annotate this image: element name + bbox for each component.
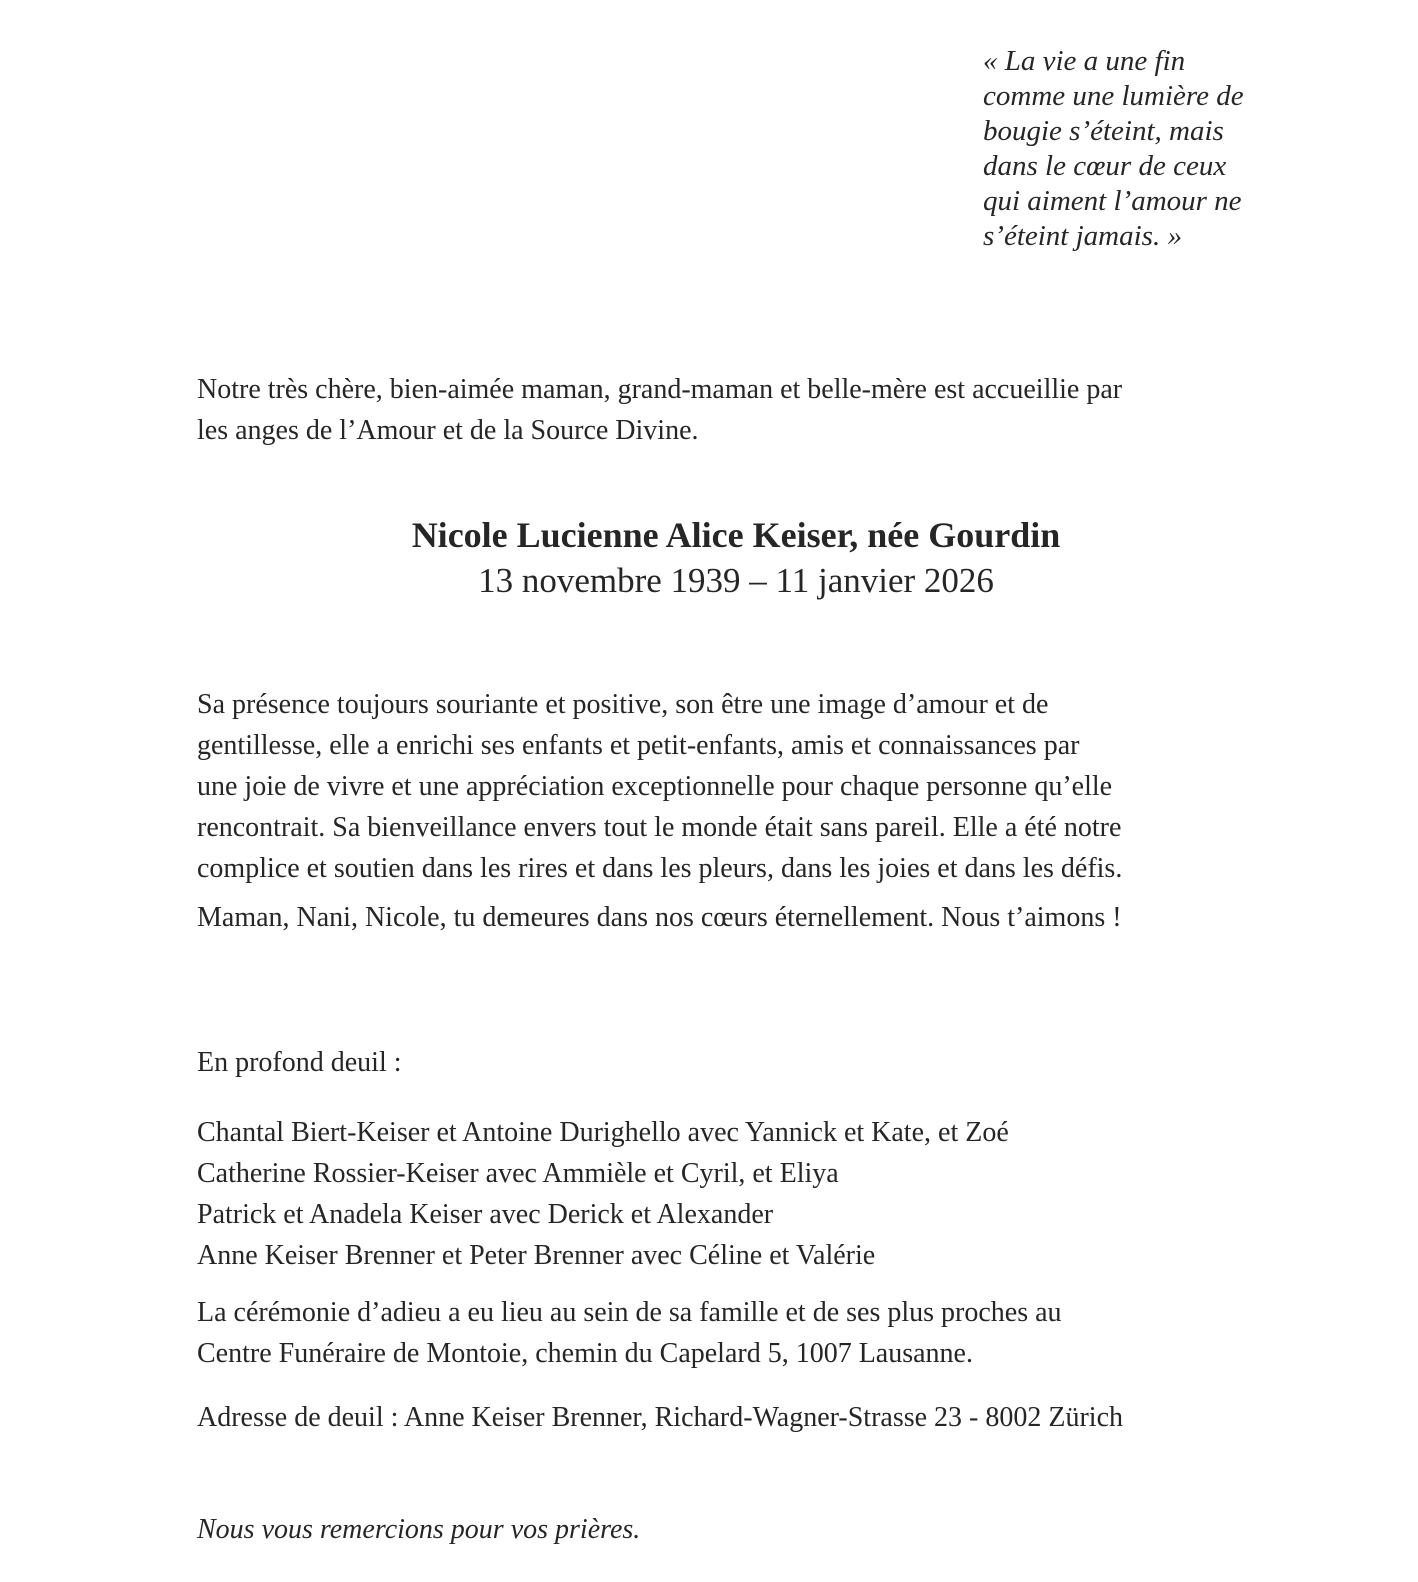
tribute-line: Sa présence toujours souriante et positive, son être une image d’amour et de (197, 689, 1049, 720)
mourner-line: Anne Keiser Brenner et Peter Brenner avec Céline et Valérie (197, 1240, 876, 1271)
mourners-list (197, 1112, 1009, 1276)
tribute-line: une joie de vivre et une appréciation exceptionnelle pour chaque personne qu’elle (197, 771, 1113, 802)
ceremony-line: Centre Funéraire de Montoie, chemin du Capelard 5, 1007 Lausanne. (197, 1338, 973, 1369)
life-dates: 13 novembre 1939 – 11 janvier 2026 (478, 561, 994, 600)
quote-line: « La vie a une fin (983, 45, 1186, 77)
quote-line: comme une lumière de (983, 80, 1244, 112)
mourning-address: Adresse de deuil : Anne Keiser Brenner, Richard-Wagner-Strasse 23 - 8002 Zürich (197, 1402, 1123, 1433)
deceased-name: Nicole Lucienne Alice Keiser, née Gourdin (411, 515, 1061, 555)
deceased-header (197, 512, 1275, 604)
quote-line: bougie s’éteint, mais (983, 115, 1224, 147)
farewell-line: Maman, Nani, Nicole, tu demeures dans nos cœurs éternellement. Nous t’aimons ! (197, 902, 1122, 933)
tribute-line: rencontrait. Sa bienveillance envers tout le monde était sans pareil. Elle a été notre (197, 812, 1122, 843)
tribute-paragraph (197, 684, 1122, 889)
mourner-line: Chantal Biert-Keiser et Antoine Durighello avec Yannick et Kate, et Zoé (197, 1117, 1009, 1148)
quote-line: qui aiment l’amour ne (983, 185, 1242, 217)
tribute-line: complice et soutien dans les rires et dans les pleurs, dans les joies et dans les défis. (197, 853, 1123, 884)
thanks-line: Nous vous remercions pour vos prières. (197, 1514, 641, 1545)
intro-line: Notre très chère, bien-aimée maman, grand-maman et belle-mère est accueillie par (197, 374, 1123, 405)
intro-line: les anges de l’Amour et de la Source Divine. (197, 415, 699, 446)
quote-line: dans le cœur de ceux (983, 150, 1227, 182)
mourner-line: Patrick et Anadela Keiser avec Derick et Alexander (197, 1199, 774, 1230)
mourner-line: Catherine Rossier-Keiser avec Ammièle et Cyril, et Eliya (197, 1158, 839, 1189)
quote-line: s’éteint jamais. » (983, 220, 1182, 252)
mourning-label: En profond deuil : (197, 1047, 402, 1078)
intro-paragraph (197, 369, 1122, 451)
tribute-line: gentillesse, elle a enrichi ses enfants et petit-enfants, amis et connaissances par (197, 730, 1080, 761)
ceremony-paragraph (197, 1292, 1062, 1374)
epigraph-quote (983, 44, 1244, 254)
ceremony-line: La cérémonie d’adieu a eu lieu au sein de sa famille et de ses plus proches au (197, 1297, 1062, 1328)
